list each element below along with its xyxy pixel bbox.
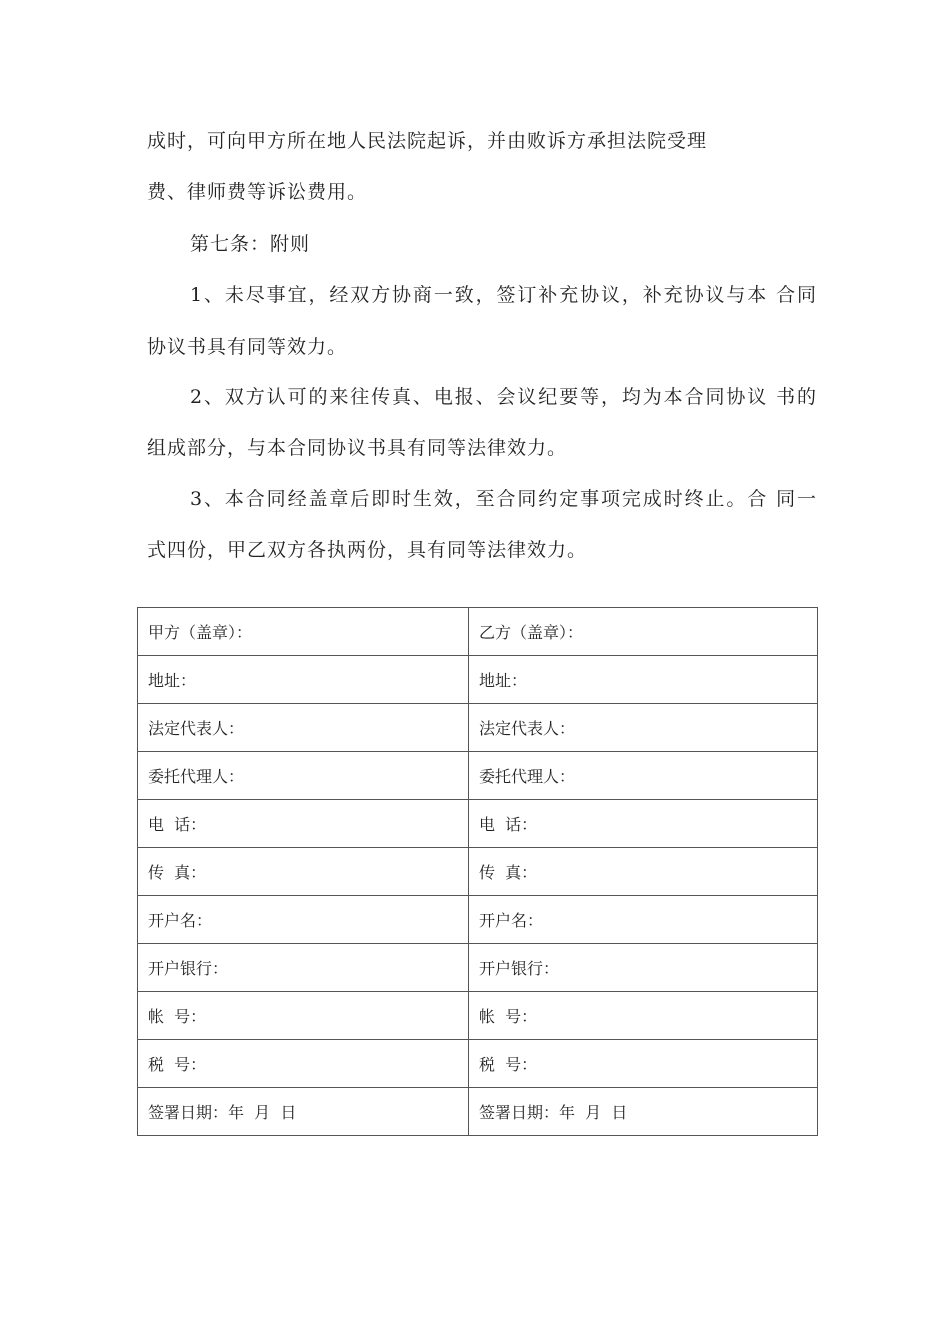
table-row: [138, 1088, 818, 1136]
party-a-account-name-cell: 开户名：: [138, 896, 469, 944]
paragraph-line: 成时，可向甲方所在地人民法院起诉，并由败诉方承担法院受理: [147, 130, 708, 152]
party-a-address-cell: 地址：: [138, 656, 469, 704]
party-b-sign-date-cell: 签署日期：年 月 日: [469, 1088, 818, 1136]
party-a-account-number-cell: 帐 号：: [138, 992, 469, 1040]
party-a-seal-cell: 甲方（盖章）：: [138, 608, 469, 656]
table-row: [138, 800, 818, 848]
party-a-tax-id-cell: 税 号：: [138, 1040, 469, 1088]
party-b-seal-cell: 乙方（盖章）：: [469, 608, 818, 656]
party-a-agent-cell: 委托代理人：: [138, 752, 469, 800]
clause-2-line: 2、双方认可的来往传真、电报、会议纪要等，均为本合同协议 书的: [190, 386, 817, 408]
party-b-phone-cell: 电 话：: [469, 800, 818, 848]
party-b-account-number-cell: 帐 号：: [469, 992, 818, 1040]
party-b-agent-cell: 委托代理人：: [469, 752, 818, 800]
article-heading: 第七条：附则: [190, 233, 311, 255]
party-a-legal-rep-cell: 法定代表人：: [138, 704, 469, 752]
party-b-tax-id-cell: 税 号：: [469, 1040, 818, 1088]
table-row: [138, 944, 818, 992]
table-row: [138, 992, 818, 1040]
party-b-address-cell: 地址：: [469, 656, 818, 704]
clause-3-line: 式四份，甲乙双方各执两份，具有同等法律效力。: [147, 539, 588, 561]
table-row: [138, 1040, 818, 1088]
party-a-bank-cell: 开户银行：: [138, 944, 469, 992]
clause-2-line: 组成部分，与本合同协议书具有同等法律效力。: [147, 437, 568, 459]
table-row: [138, 608, 818, 656]
party-a-sign-date-cell: 签署日期：年 月 日: [138, 1088, 469, 1136]
table-row: [138, 656, 818, 704]
table-row: [138, 704, 818, 752]
signature-table: [137, 607, 818, 1136]
party-b-fax-cell: 传 真：: [469, 848, 818, 896]
clause-1-line: 1、未尽事宜，经双方协商一致，签订补充协议，补充协议与本 合同: [190, 284, 817, 306]
clause-3-line: 3、本合同经盖章后即时生效，至合同约定事项完成时终止。合 同一: [190, 488, 817, 510]
table-row: [138, 752, 818, 800]
party-b-legal-rep-cell: 法定代表人：: [469, 704, 818, 752]
table-row: [138, 848, 818, 896]
table-row: [138, 896, 818, 944]
party-a-phone-cell: 电 话：: [138, 800, 469, 848]
paragraph-line: 费、律师费等诉讼费用。: [147, 181, 368, 203]
party-b-bank-cell: 开户银行：: [469, 944, 818, 992]
clause-1-line: 协议书具有同等效力。: [147, 336, 348, 358]
party-b-account-name-cell: 开户名：: [469, 896, 818, 944]
party-a-fax-cell: 传 真：: [138, 848, 469, 896]
